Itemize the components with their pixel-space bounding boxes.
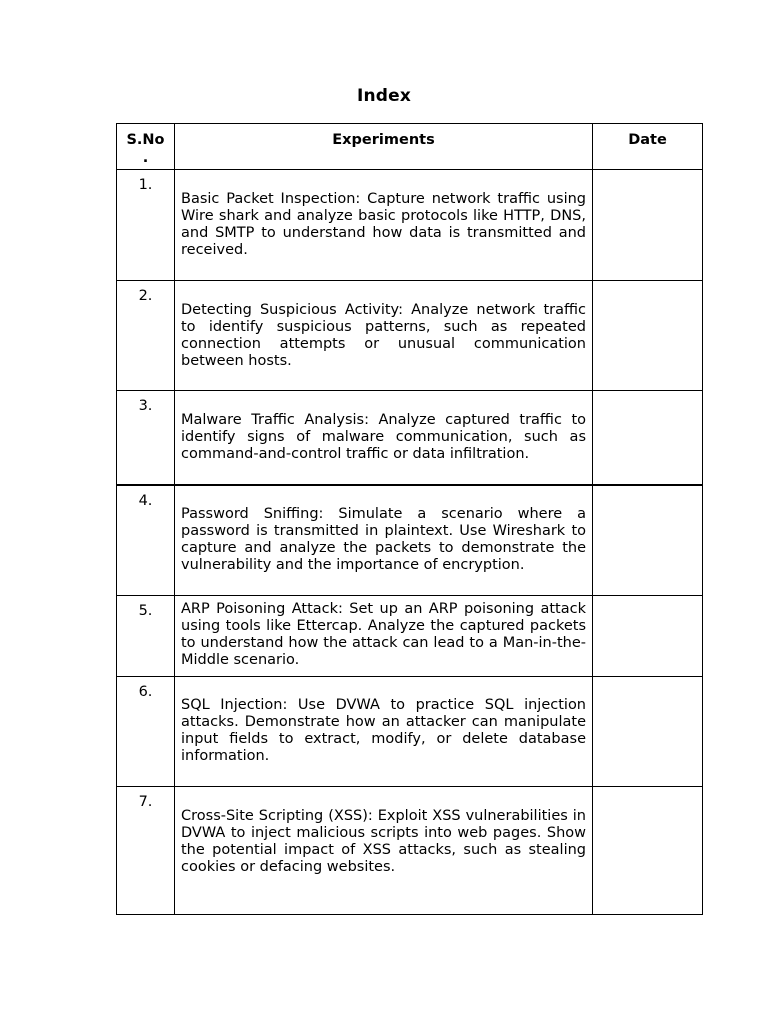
header-date: Date bbox=[593, 124, 703, 170]
header-sno bbox=[117, 124, 175, 170]
row-sno: 7. bbox=[117, 787, 175, 915]
experiment-text: SQL Injection: Use DVWA to practice SQL injection attacks. Demonstrate how an attacker can manipulate input fields to extract, modify, or delete database information. bbox=[181, 697, 586, 764]
row-date bbox=[593, 391, 703, 485]
row-sno: 6. bbox=[117, 677, 175, 787]
row-date bbox=[593, 787, 703, 915]
header-sno-label: S.No . bbox=[126, 132, 165, 167]
experiment-text: Password Sniffing: Simulate a scenario where a password is transmitted in plaintext. Use Wireshark to capture and analyze the packets to demonstrate the vulnerability and the importance of encryption. bbox=[181, 505, 586, 573]
row-date bbox=[593, 485, 703, 596]
experiment-text: Malware Traffic Analysis: Analyze captured traffic to identify signs of malware communication, such as command-and-control traffic or data infiltration. bbox=[181, 412, 586, 462]
experiment-text: ARP Poisoning Attack: Set up an ARP poisoning attack using tools like Ettercap. Analyze the captured packets to understand how the attack can lead to a Man-in-the-Middle scenario. bbox=[181, 601, 586, 668]
row-sno: 3. bbox=[117, 391, 175, 485]
table-row bbox=[117, 391, 703, 485]
row-experiment bbox=[175, 485, 593, 596]
row-experiment bbox=[175, 596, 593, 677]
experiment-text: Cross-Site Scripting (XSS): Exploit XSS vulnerabilities in DVWA to inject malicious scripts into web pages. Show the potential impact of XSS attacks, such as stealing cookies or defacing websites. bbox=[181, 808, 586, 875]
header-experiments: Experiments bbox=[175, 124, 593, 170]
experiment-text: Basic Packet Inspection: Capture network traffic using Wire shark and analyze basic protocols like HTTP, DNS, and SMTP to understand how data is transmitted and received. bbox=[181, 191, 586, 258]
table-row bbox=[117, 281, 703, 391]
index-table bbox=[116, 123, 703, 915]
table-row bbox=[117, 485, 703, 596]
row-experiment bbox=[175, 281, 593, 391]
table-row bbox=[117, 596, 703, 677]
table-row bbox=[117, 787, 703, 915]
row-experiment bbox=[175, 677, 593, 787]
table-row bbox=[117, 677, 703, 787]
row-sno: 1. bbox=[117, 170, 175, 281]
row-sno: 5. bbox=[117, 596, 175, 677]
row-sno: 4. bbox=[117, 485, 175, 596]
row-experiment bbox=[175, 787, 593, 915]
row-date bbox=[593, 281, 703, 391]
table-row bbox=[117, 170, 703, 281]
row-date bbox=[593, 170, 703, 281]
table-header-row bbox=[117, 124, 703, 170]
row-date bbox=[593, 677, 703, 787]
row-sno: 2. bbox=[117, 281, 175, 391]
experiment-text: Detecting Suspicious Activity: Analyze network traffic to identify suspicious patterns, such as repeated connection attempts or unusual communication between hosts. bbox=[181, 302, 586, 369]
row-experiment bbox=[175, 170, 593, 281]
page-title: Index bbox=[356, 86, 412, 106]
row-date bbox=[593, 596, 703, 677]
row-experiment bbox=[175, 391, 593, 485]
